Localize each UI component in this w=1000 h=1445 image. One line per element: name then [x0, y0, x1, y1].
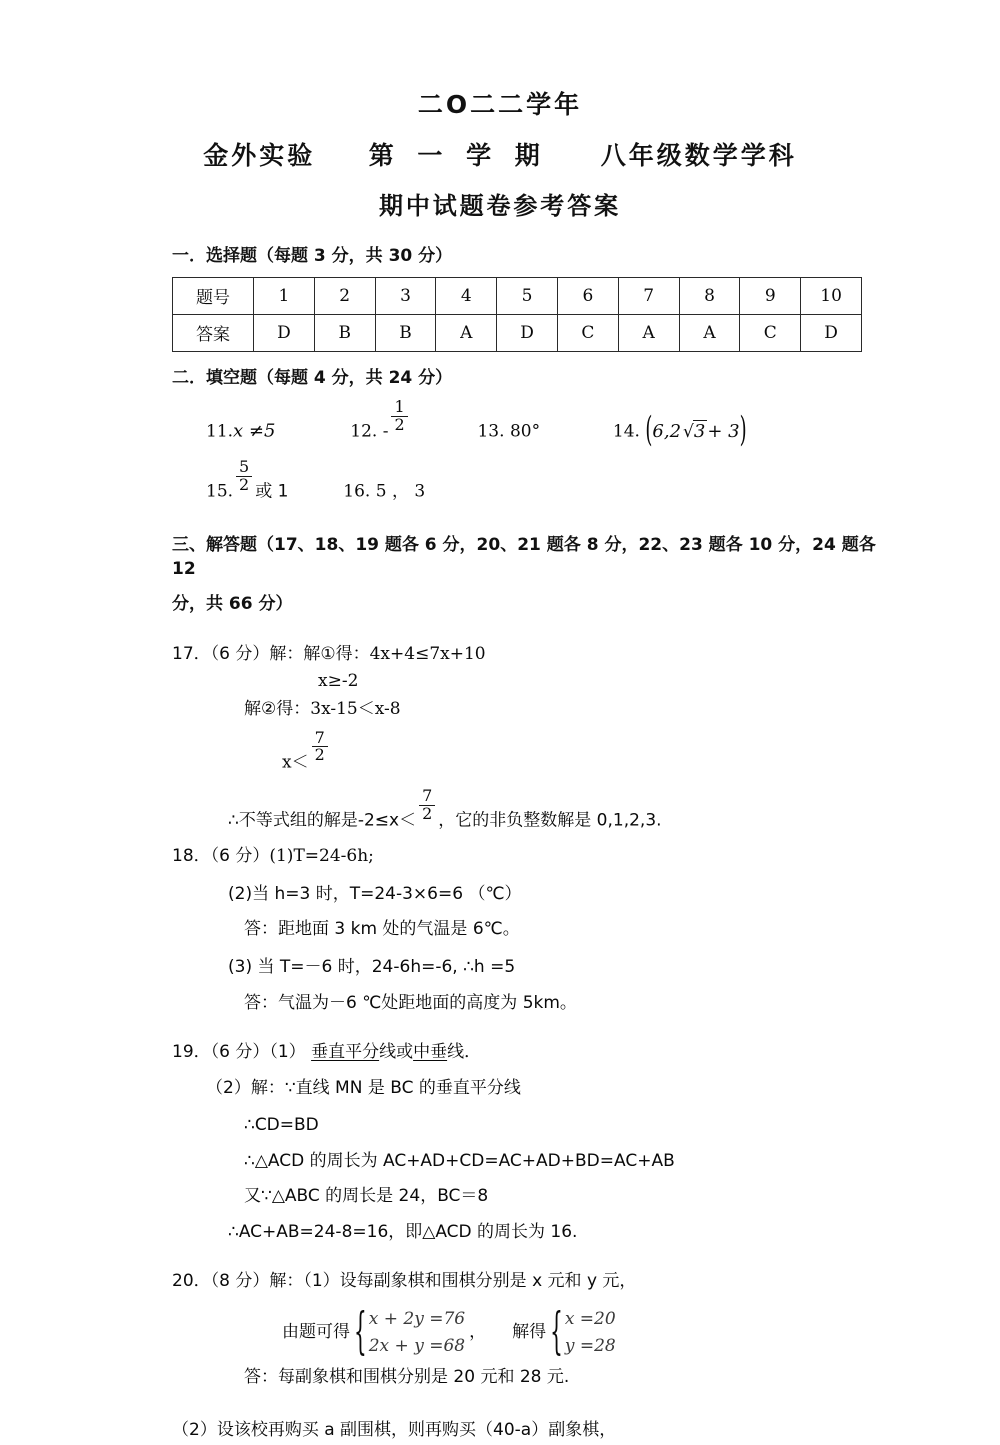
question-18-line-2 [172, 881, 860, 909]
table-cell-qno: 1 [254, 277, 315, 314]
question-17-conclusion [172, 785, 860, 835]
q20-comma: ， [469, 1321, 487, 1342]
radicand: 3 [693, 420, 706, 442]
table-cell-answer: B [375, 314, 436, 351]
question-20-answer-line [172, 1364, 860, 1392]
row-label-answer: 答案 [173, 314, 254, 351]
q20-system-equations [369, 1306, 465, 1360]
q20-equation-1: x + 2y =76 [368, 1308, 466, 1329]
blank-13-number: 13. [477, 421, 505, 442]
radical-sign: √ [683, 421, 694, 442]
q17-solution-2-fraction [312, 727, 328, 765]
table-cell-answer: D [254, 314, 315, 351]
blank-15-number: 15. [206, 482, 234, 503]
brace-icon: { [354, 1301, 367, 1362]
fraction-numerator: 7 [314, 727, 325, 747]
blank-13-value: 80° [509, 421, 541, 442]
q20-equation-system-solution [550, 1301, 616, 1362]
table-cell-qno: 6 [557, 277, 618, 314]
table-cell-answer: D [497, 314, 558, 351]
question-19-line-5 [172, 1183, 860, 1211]
q20-equation-2: 2x + y =68 [368, 1335, 466, 1356]
q18-answer-2: 答：距地面 3 km 处的气温是 6℃。 [244, 919, 520, 940]
academic-year-title: 二О二二学年 [417, 90, 583, 119]
q20-answer-1: 答：每副象棋和围棋分别是 20 元和 28 元. [244, 1366, 570, 1387]
q19-part-1-middle: 线或 [379, 1042, 414, 1063]
table-cell-qno: 2 [314, 277, 375, 314]
paren-open: ( [645, 410, 653, 451]
question-18-line-4 [172, 954, 860, 982]
blank-16-value: 5 ， 3 [375, 482, 426, 503]
q19-step-2: ∴△ACD 的周长为 AC+AD+CD=AC+AD+BD=AC+AB [244, 1150, 675, 1171]
square-root-icon [681, 417, 707, 447]
q17-solve-1-prefix: 解①得： [303, 643, 370, 664]
q20-part-2-setup: （2）设该校再购买 a 副围棋，则再购买（40-a）副象棋， [172, 1420, 617, 1441]
q18-answer-3: 答：气温为－6 ℃处距地面的高度为 5km。 [244, 992, 577, 1013]
table-cell-qno: 10 [801, 277, 862, 314]
q18-part-3: (3) 当 T=－6 时，24-6h=-6, ∴h =5 [228, 957, 516, 978]
table-cell-qno: 8 [679, 277, 740, 314]
question-20-part-2-line [172, 1417, 860, 1445]
table-cell-qno: 4 [436, 277, 497, 314]
question-20-equations-row [172, 1301, 860, 1362]
section-2-heading: 二．填空题（每题 4 分，共 24 分） [172, 367, 453, 388]
question-17-line-4 [172, 727, 860, 777]
radical-coefficient: 2 [669, 420, 682, 442]
q19-step-1: ∴CD=BD [244, 1115, 319, 1136]
q20-solution-y: y =28 [564, 1335, 616, 1356]
q19-part-1-end: 线． [447, 1042, 482, 1063]
exam-title-line [0, 143, 1000, 168]
q20-solve-label: 解得 [512, 1321, 547, 1342]
q19-part-1-prefix: （1） [269, 1042, 306, 1063]
section-1-heading: 一．选择题（每题 3 分，共 30 分） [172, 246, 453, 266]
section-3-heading-line-1: 三、解答题（17、18、19 题各 6 分，20、21 题各 8 分，22、23 题各 10 分，24 题各 12 [172, 534, 876, 580]
table-row-answers [173, 314, 862, 351]
fraction-numerator: 7 [422, 785, 433, 805]
blank-11-value: x ≠5 [233, 420, 276, 442]
blank-14-coordinate-pair [645, 410, 747, 451]
row-label-question-no: 题号 [173, 277, 254, 314]
q17-solution-2-lhs: x＜ [282, 752, 309, 773]
fill-blank-row-1 [172, 396, 860, 451]
coordinate-y-tail: + 3 [707, 420, 740, 442]
blank-15-suffix: 或 1 [255, 482, 289, 503]
fraction-numerator: 5 [239, 457, 250, 477]
q19-part-2-given: （2）解：∵直线 MN 是 BC 的垂直平分线 [206, 1077, 521, 1098]
question-17-label: 17．（6 分）解： [172, 643, 304, 664]
q20-equation-system-original [354, 1301, 466, 1362]
coordinate-x: 6, [652, 420, 670, 442]
table-cell-answer: C [557, 314, 618, 351]
table-cell-answer: B [314, 314, 375, 351]
document-header [0, 0, 1000, 218]
q18-part-2: (2)当 h=3 时，T=24-3×6=6 （℃） [228, 883, 522, 904]
q17-solve-2-prefix: 解②得： [244, 698, 311, 719]
document-subtitle: 期中试题卷参考答案 [379, 192, 621, 220]
q19-conclusion: ∴AC+AB=24-8=16，即△ACD 的周长为 16. [228, 1221, 578, 1242]
question-19-line-3 [172, 1112, 860, 1140]
question-17-line-2 [172, 668, 860, 696]
question-19-line-1 [172, 1039, 860, 1067]
fraction-denominator: 2 [391, 416, 407, 434]
q20-system-row [282, 1301, 620, 1362]
blank-16-number: 16. [343, 482, 371, 503]
blank-12-number: 12. [350, 421, 378, 442]
document-body [0, 244, 1000, 1445]
question-19-label: 19．（6 分） [172, 1042, 270, 1063]
q20-part-1-setup: （1）设每副象棋和围棋分别是 x 元和 y 元， [303, 1271, 637, 1292]
question-19-line-4 [172, 1148, 860, 1176]
q20-solution-x: x =20 [564, 1308, 616, 1329]
table-cell-answer: A [436, 314, 497, 351]
blank-15-fraction [236, 459, 252, 493]
question-19-line-2 [172, 1075, 860, 1103]
table-cell-answer: A [679, 314, 740, 351]
fraction-numerator: 1 [394, 396, 405, 416]
q17-inequality-1: 4x+4≤7x+10 [369, 643, 486, 664]
table-cell-answer: C [740, 314, 801, 351]
blank-14-number: 14. [612, 421, 640, 442]
brace-icon: { [550, 1301, 563, 1362]
table-cell-qno: 3 [375, 277, 436, 314]
question-20-label: 20．（8 分）解： [172, 1271, 304, 1292]
q17-inequality-2: 3x-15＜x-8 [310, 698, 401, 719]
blank-12-sign: - [382, 421, 389, 442]
blank-11-number: 11. [206, 421, 234, 442]
fraction-denominator: 2 [419, 805, 435, 823]
term-name: 第 一 学 期 [368, 141, 548, 170]
fraction-denominator: 2 [312, 746, 328, 764]
multiple-choice-answer-table [172, 277, 862, 352]
subject-name: 八年级数学学科 [600, 141, 797, 170]
fraction-denominator: 2 [236, 476, 252, 494]
q17-solution-1: x≥-2 [318, 671, 359, 692]
q19-blank-1-answer: 垂直平分 [311, 1042, 380, 1063]
q17-conclusion-fraction [419, 785, 435, 823]
table-cell-qno: 9 [740, 277, 801, 314]
question-18-line-1 [172, 843, 860, 871]
q17-conclusion-prefix: ∴不等式组的解是-2≤x＜ [228, 810, 417, 831]
blank-12-fraction [391, 396, 407, 434]
question-18-line-5 [172, 990, 860, 1018]
paren-close: ) [739, 410, 747, 451]
q20-solution-equations [565, 1306, 616, 1360]
table-cell-qno: 5 [497, 277, 558, 314]
school-name: 金外实验 [203, 141, 316, 170]
q19-blank-2-answer: 中垂 [413, 1042, 448, 1063]
q20-derive-label: 由题可得 [282, 1321, 350, 1342]
q19-step-3: 又∵△ABC 的周长是 24，BC＝8 [244, 1186, 489, 1207]
question-20-line-1 [172, 1268, 860, 1296]
table-row-question-numbers [173, 277, 862, 314]
q18-part-1: (1)T=24-6h; [269, 846, 374, 867]
section-3-heading-line-2: 分，共 66 分） [172, 593, 293, 614]
question-18-label: 18．（6 分） [172, 846, 270, 867]
table-cell-qno: 7 [618, 277, 679, 314]
question-17-line-1 [172, 641, 860, 669]
table-cell-answer: D [801, 314, 862, 351]
question-17-line-3 [172, 696, 860, 724]
q17-conclusion-suffix: ，它的非负整数解是 0,1,2,3. [438, 810, 662, 831]
question-19-line-6 [172, 1219, 860, 1247]
question-18-line-3 [172, 916, 860, 944]
fill-blank-row-2 [172, 457, 860, 506]
table-cell-answer: A [618, 314, 679, 351]
